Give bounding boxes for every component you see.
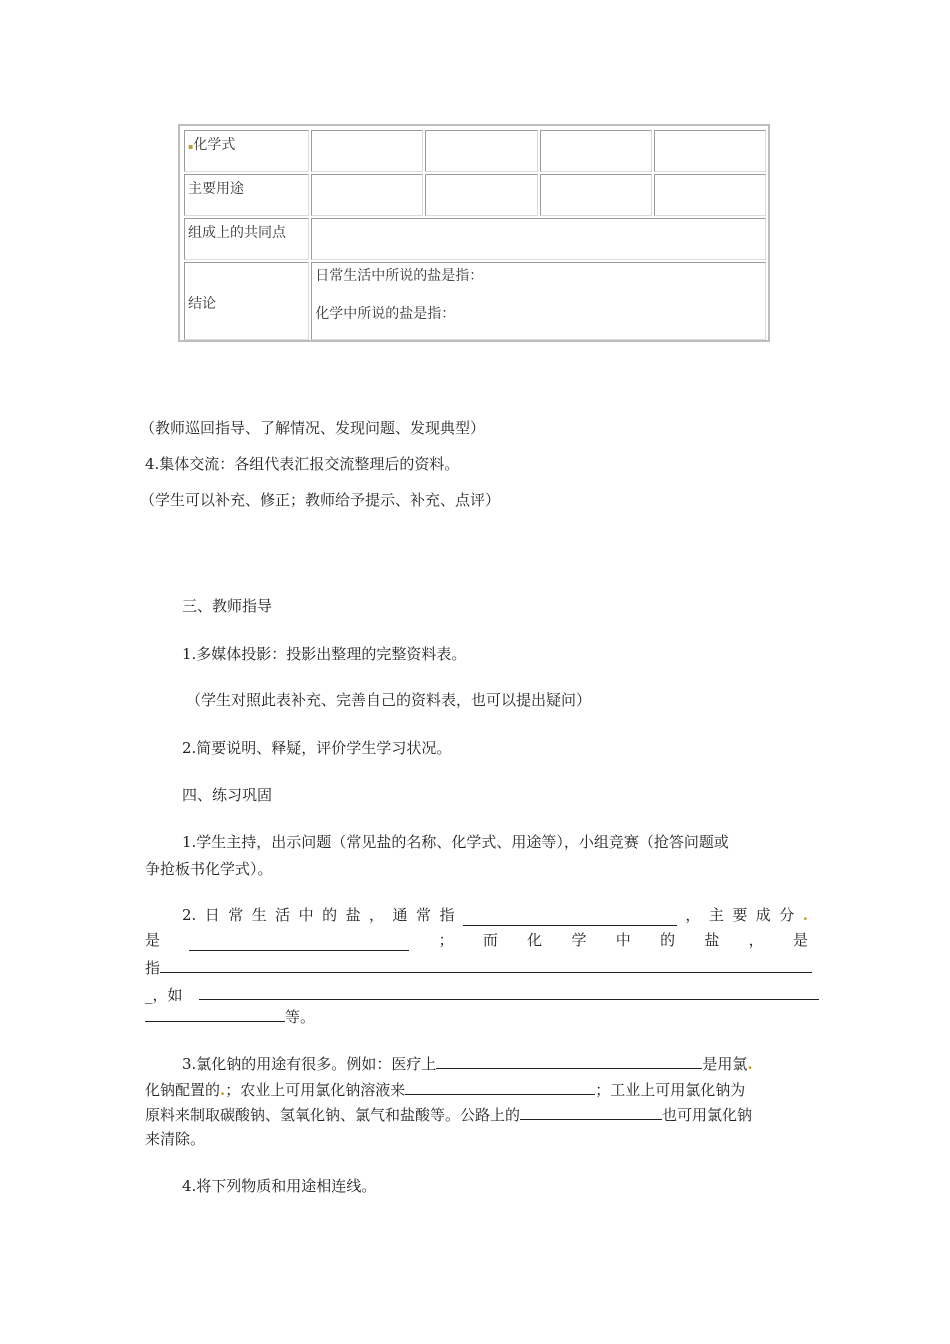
- q2-char: 是: [145, 931, 161, 949]
- table-cell[interactable]: [540, 130, 652, 172]
- q2-char: 日: [204, 906, 220, 924]
- q2-char: 中: [298, 906, 314, 924]
- q2-char: 要: [732, 906, 748, 924]
- table-cell[interactable]: [425, 130, 537, 172]
- conclusion-line: 化学中所说的盐是指：: [315, 306, 456, 322]
- q2-char: ，: [369, 906, 385, 924]
- section-heading-4: 四、练习巩固: [182, 786, 273, 804]
- exercise-3-line-1: [182, 1052, 753, 1075]
- conclusion-line: 日常生活中所说的盐是指：: [315, 268, 484, 284]
- exercise-2-line-1: [182, 904, 808, 926]
- fill-blank-agriculture[interactable]: [405, 1078, 595, 1095]
- table-cell[interactable]: [311, 130, 423, 172]
- step-group-exchange: 4.集体交流：各组代表汇报交流整理后的资料。: [145, 455, 460, 473]
- q2-char: ，: [685, 906, 701, 924]
- q2-char: 2.: [182, 906, 197, 924]
- q3-text: 也可用氯化钠: [662, 1106, 753, 1124]
- table-cell[interactable]: [425, 174, 537, 216]
- q3-text: 化钠配置的: [145, 1081, 221, 1099]
- exercise-2-line-4: [145, 983, 819, 1006]
- marker-dot-icon: .: [802, 906, 808, 924]
- q2-text: _，如: [145, 986, 183, 1004]
- fill-blank-examples[interactable]: [199, 983, 819, 1000]
- q2-char: 通: [392, 906, 408, 924]
- q2-char: 盐: [704, 931, 720, 949]
- guidance-item-1: 1.多媒体投影：投影出整理的完整资料表。: [182, 645, 467, 663]
- table-cell-wide[interactable]: [311, 218, 766, 260]
- row-label-cell: [184, 218, 309, 260]
- exercise-2-line-3: [145, 956, 812, 979]
- section-heading-3: 三、教师指导: [182, 597, 273, 615]
- q2-char: 学: [571, 931, 587, 949]
- q2-char: 活: [275, 906, 291, 924]
- conclusion-cell[interactable]: [311, 262, 766, 340]
- table-cell[interactable]: [654, 130, 766, 172]
- marker-icon: ▪: [188, 142, 194, 151]
- exercise-3-line-4: 来清除。: [145, 1130, 206, 1148]
- q3-text: 是用氯: [702, 1055, 748, 1073]
- q3-text: ；农业上可用氯化钠溶液来: [225, 1081, 406, 1099]
- q2-char: 常: [415, 906, 431, 924]
- fill-blank-main-component[interactable]: [189, 934, 409, 951]
- table-row-common: [184, 218, 766, 260]
- q2-char: 化: [527, 931, 543, 949]
- row-label: 主要用途: [188, 181, 244, 197]
- q2-char: ；: [438, 931, 454, 949]
- row-label: 化学式: [193, 137, 236, 153]
- exercise-1-line-2: 争抢板书化学式）。: [145, 860, 273, 878]
- row-label: 结论: [188, 295, 216, 312]
- fill-blank-examples-cont[interactable]: [145, 1005, 285, 1022]
- q2-char: 是: [792, 931, 808, 949]
- exercise-2-line-5: [145, 1005, 315, 1028]
- q2-char: 的: [660, 931, 676, 949]
- q2-char: 生: [251, 906, 267, 924]
- fill-blank-road[interactable]: [520, 1103, 662, 1120]
- q3-text: 原料来制取碳酸钠、氢氧化钠、氯气和盐酸等。公路上的: [145, 1106, 521, 1124]
- q2-char: 常: [228, 906, 244, 924]
- q2-char: 指: [145, 959, 161, 977]
- marker-dot-icon: .: [747, 1055, 753, 1073]
- guidance-note: （学生对照此表补充、完善自己的资料表，也可以提出疑问）: [186, 691, 592, 709]
- table-cell[interactable]: [311, 174, 423, 216]
- guidance-item-2: 2.简要说明、释疑，评价学生学习状况。: [182, 739, 452, 757]
- q2-char: 分: [779, 906, 795, 924]
- exercise-3-line-3: [145, 1103, 752, 1126]
- exercise-3-line-2: [145, 1078, 745, 1101]
- row-label-cell: [184, 174, 309, 216]
- q2-text: 等。: [285, 1008, 316, 1026]
- row-label-cell: [184, 130, 309, 172]
- note-student-supplement: （学生可以补充、修正；教师给予提示、补充、点评）: [140, 491, 501, 509]
- q2-char: 而: [482, 931, 498, 949]
- exercise-1-line-1: 1.学生主持，出示问题（常见盐的名称、化学式、用途等），小组竞赛（抢答问题或: [182, 833, 729, 851]
- q2-char: 盐: [345, 906, 361, 924]
- table-row-usage: [184, 174, 766, 216]
- q3-text: 3.氯化钠的用途有很多。例如：医疗上: [182, 1055, 437, 1073]
- marker-dot-icon: .: [220, 1081, 226, 1099]
- fill-blank-medical[interactable]: [436, 1052, 702, 1069]
- fill-blank-chem-salt[interactable]: [160, 956, 812, 973]
- table-row-formula: [184, 130, 766, 172]
- exercise-4: 4.将下列物质和用途相连线。: [182, 1177, 377, 1195]
- q2-char: 成: [755, 906, 771, 924]
- q2-char: 指: [439, 906, 455, 924]
- salt-info-grid: [182, 128, 768, 342]
- exercise-2-line-2: [145, 929, 808, 951]
- table-cell[interactable]: [540, 174, 652, 216]
- q2-char: 的: [322, 906, 338, 924]
- q2-char: ，: [748, 931, 764, 949]
- q3-text: ；工业上可用氯化钠为: [595, 1081, 746, 1099]
- table-row-conclusion: [184, 262, 766, 340]
- row-label: 组成上的共同点: [188, 225, 286, 241]
- fill-blank-daily-salt[interactable]: [463, 909, 677, 926]
- table-cell[interactable]: [654, 174, 766, 216]
- q2-char: 主: [708, 906, 724, 924]
- q2-char: 中: [615, 931, 631, 949]
- salt-info-table: [178, 124, 770, 342]
- row-label-cell: [184, 262, 309, 340]
- note-teacher-guidance: （教师巡回指导、了解情况、发现问题、发现典型）: [140, 419, 486, 437]
